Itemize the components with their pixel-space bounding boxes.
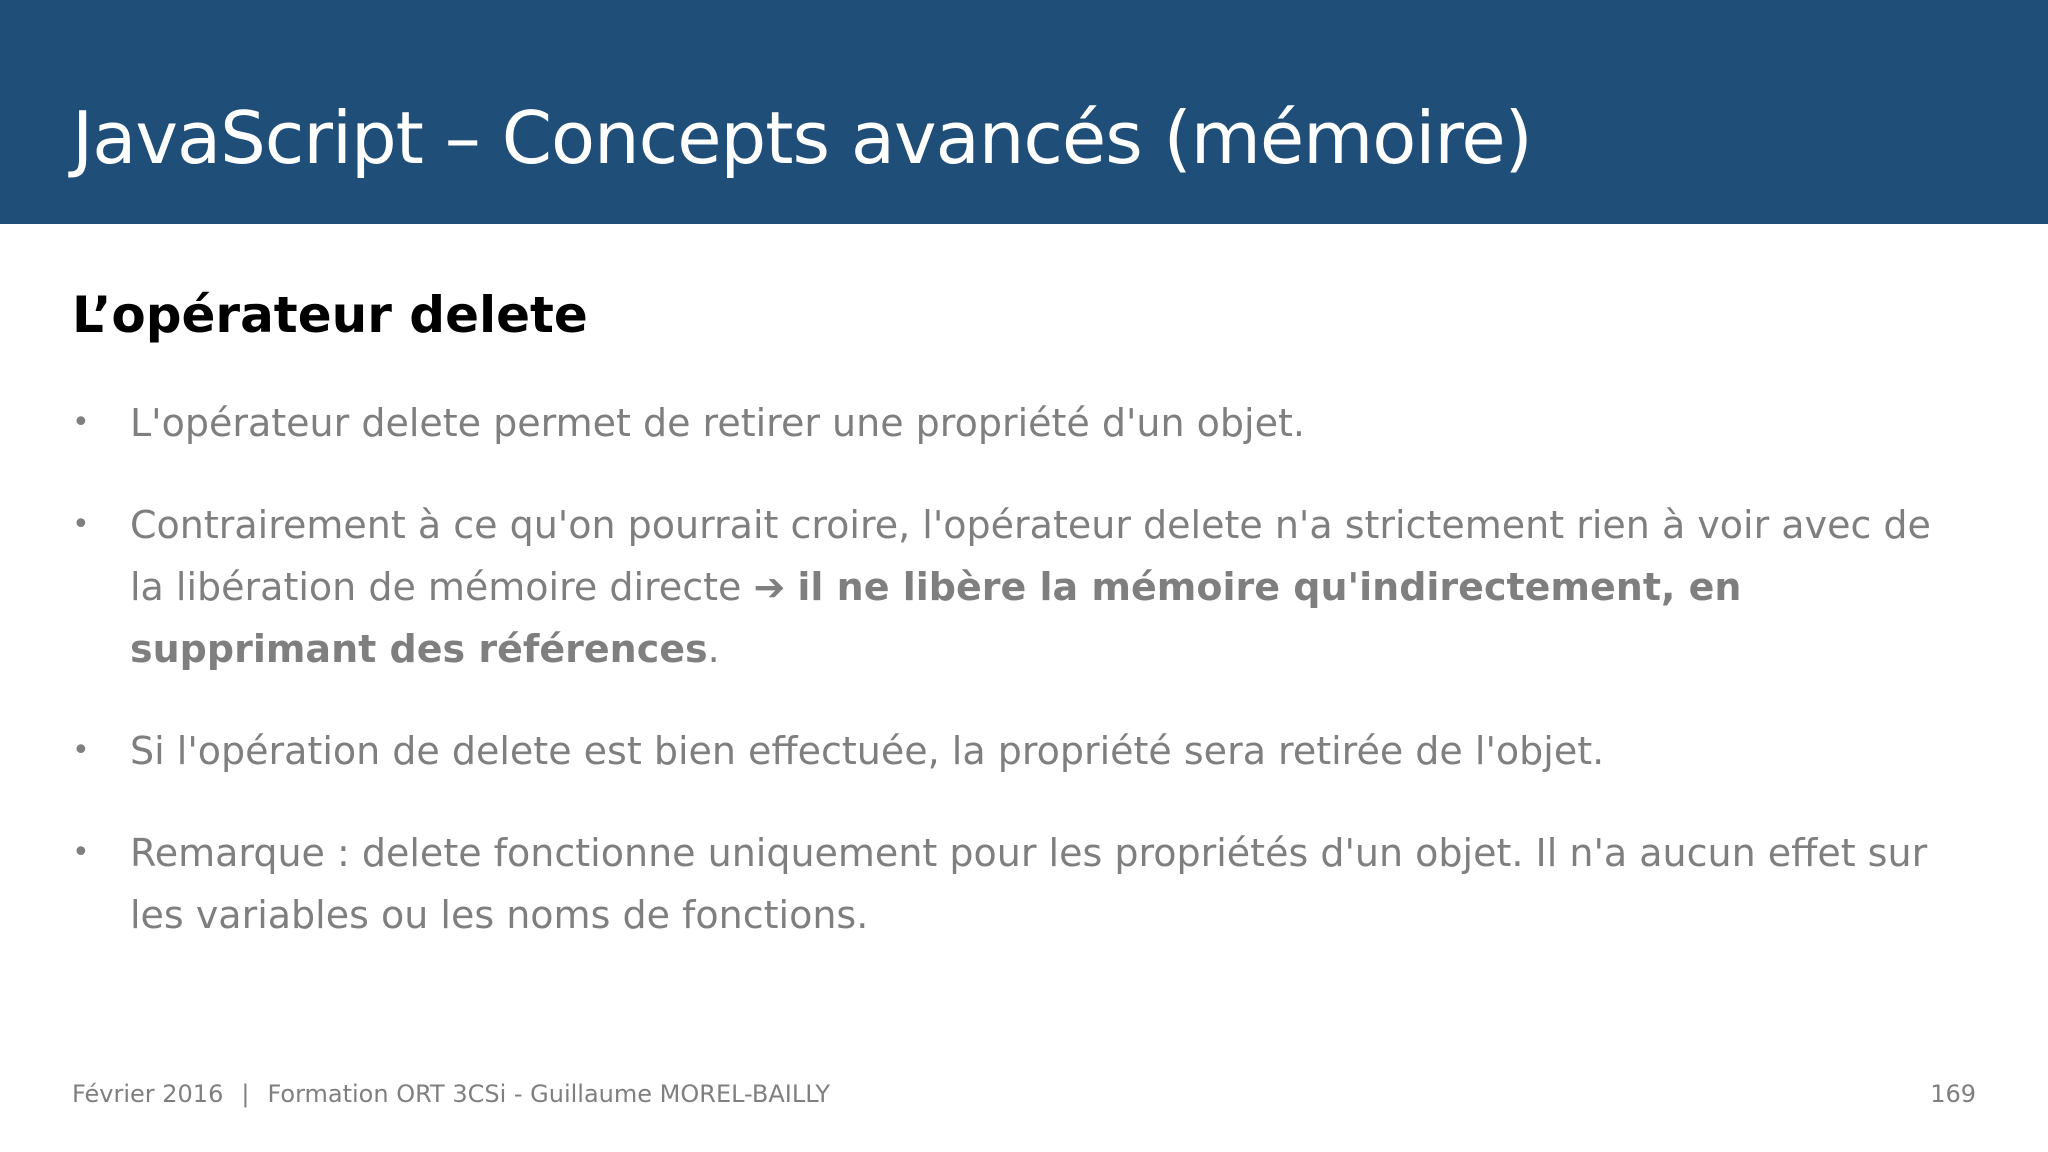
bullet-item	[72, 822, 1972, 946]
bullet-text: Remarque : delete fonctionne uniquement pour les propriétés d'un objet. Il n'a aucun effet sur les variables ou les noms de fonctions.	[130, 831, 1928, 937]
slide-subtitle: L’opérateur delete	[72, 286, 588, 344]
bullet-text: Contrairement à ce qu'on pourrait croire, l'opérateur delete n'a strictement rien à voir avec de la libération de mémoire directe	[130, 503, 1931, 609]
bullet-icon: •	[72, 733, 90, 768]
bullet-item	[72, 494, 1972, 680]
bullet-text: Si l'opération de delete est bien effectuée, la propriété sera retirée de l'objet.	[130, 729, 1605, 773]
title-bar	[0, 0, 2048, 224]
bullet-text-end: .	[707, 627, 720, 671]
arrow-right-icon: ➔	[753, 565, 786, 609]
bullet-emphasis: il ne libère la mémoire qu'indirectement, en supprimant des références	[130, 565, 1742, 671]
bullet-text: L'opérateur delete permet de retirer une propriété d'un objet.	[130, 401, 1305, 445]
bullet-item	[72, 392, 1972, 454]
footer-date: Février 2016	[72, 1080, 224, 1108]
bullet-list	[72, 392, 1972, 986]
footer-course: Formation ORT 3CSi - Guillaume MOREL-BAILLY	[267, 1080, 831, 1108]
page-number: 169	[1930, 1080, 1976, 1108]
bullet-icon: •	[72, 835, 90, 870]
slide-footer	[72, 1082, 830, 1106]
footer-separator: |	[241, 1080, 250, 1108]
slide-title: JavaScript – Concepts avancés (mémoire)	[72, 96, 1532, 180]
bullet-icon: •	[72, 405, 90, 440]
bullet-item	[72, 720, 1972, 782]
bullet-icon: •	[72, 507, 90, 542]
